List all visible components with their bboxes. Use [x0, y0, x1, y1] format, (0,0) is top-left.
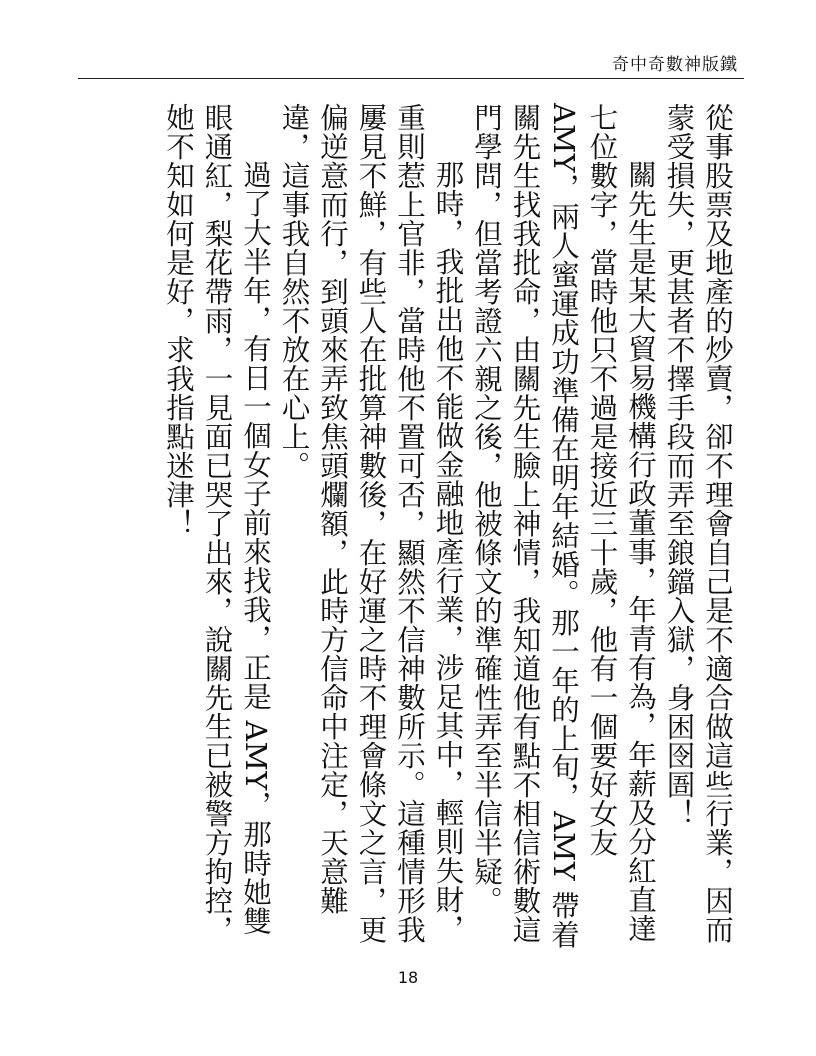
page-number: 18	[397, 968, 419, 987]
paragraph-4: 過了大半年，有日一個女子前來找我，正是 AMY，那時她雙眼通紅，梨花帶雨，一見面已哭了出來，說關先生已被警方拘控，她不知如何是好，求我指點迷津！	[162, 103, 272, 944]
paragraph-3: 那時，我批出他不能做金融地產行業，涉足其中，輕則失財，重則惹上官非，當時他不置可否，顯然不信神數所示。這種情形我屢見不鮮，有些人在批算神數後，在好運之時不理會條文之言，更偏逆意而行，到頭來弄致焦頭爛額，此時方信命中注定，天意難違，這事我自然不放在心上。	[277, 103, 465, 944]
header-divider	[78, 78, 744, 79]
running-header-title: 奇中奇數神版鐵	[612, 55, 738, 75]
vertical-body-text	[159, 103, 737, 958]
paragraph-2: 關先生是某大貿易機構行政董事，年青有為，年薪及分紅直達七位數字，當時他只不過是接近三十歲，他有一個要好女友 AMY，兩人蜜運成功準備在明年結婚。那一年的上旬，AMY 帶着關先生找我批命，由關先生臉上神情，我知道他有點不相信術數這門學問，但當考證六親之後，他被條文的準確性弄至半信半疑。	[470, 103, 657, 949]
paragraph-1: 從事股票及地產的炒賣，卻不理會自己是不適合做這些行業，因而蒙受損失，更甚者不擇手段而弄至鋃鐺入獄，身困囹圄！	[662, 103, 734, 944]
